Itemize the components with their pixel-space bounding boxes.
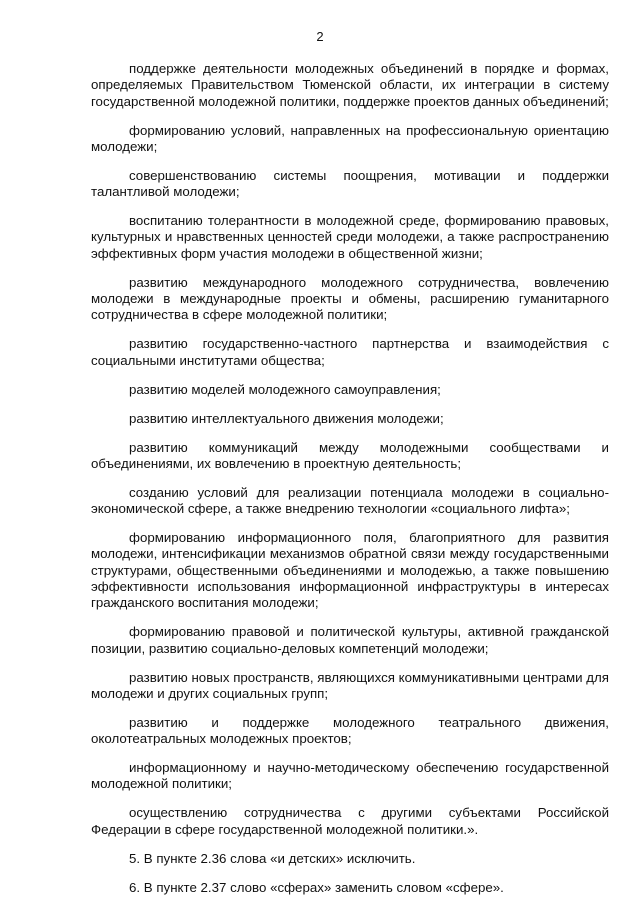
document-body [91,61,609,909]
paragraph: поддержке деятельности молодежных объединений в порядке и формах, определяемых Правительством Тюменской области, их интеграции в систему государственной молодежной политики, поддержке проектов данных объединений; [91,61,609,109]
amendment-paragraph: 5. В пункте 2.36 слова «и детских» исключить. [129,850,416,866]
paragraph: формированию правовой и политической культуры, активной гражданской позиции, развитию социально-деловых компетенций молодежи; [91,624,609,656]
paragraph: развитию моделей молодежного самоуправления; [129,381,441,397]
paragraph: осуществлению сотрудничества с другими субъектами Российской Федерации в сфере государственной молодежной политики.». [91,805,609,837]
page-number: 2 [316,29,324,44]
paragraph: формированию информационного поля, благоприятного для развития молодежи, интенсификации механизмов обратной связи между государственными структурами, общественными объединениями и молодежью, а также повышению эффективности использования информационной инфраструктуры в интересах гражданского воспитания молодежи; [91,530,609,611]
paragraph: формированию условий, направленных на профессиональную ориентацию молодежи; [91,122,609,154]
paragraph: информационному и научно-методическому обеспечению государственной молодежной политики; [91,760,609,792]
paragraph: развитию коммуникаций между молодежными сообществами и объединениями, их вовлечению в проектную деятельность; [91,439,609,471]
paragraph: развитию и поддержке молодежного театрального движения, околотеатральных молодежных проектов; [91,714,609,747]
paragraph: развитию международного молодежного сотрудничества, вовлечению молодежи в международные проекты и обмены, расширению гуманитарного сотрудничества в сфере молодежной политики; [91,274,609,323]
paragraph: созданию условий для реализации потенциала молодежи в социально-экономической сфере, а также внедрению технологии «социального лифта»; [91,484,609,517]
paragraph: развитию государственно-частного партнерства и взаимодействия с социальными институтами общества; [91,336,609,368]
paragraph: совершенствованию системы поощрения, мотивации и поддержки талантливой молодежи; [91,167,609,200]
amendment-paragraph: 6. В пункте 2.37 слово «сферах» заменить словом «сфере». [129,879,504,895]
paragraph: воспитанию толерантности в молодежной среде, формированию правовых, культурных и нравственных ценностей среди молодежи, а также распространению эффективных форм участия молодежи в общественной жизни; [91,213,609,261]
paragraph: развитию интеллектуального движения молодежи; [129,410,444,426]
paragraph: развитию новых пространств, являющихся коммуникативными центрами для молодежи и других социальных групп; [91,669,609,701]
